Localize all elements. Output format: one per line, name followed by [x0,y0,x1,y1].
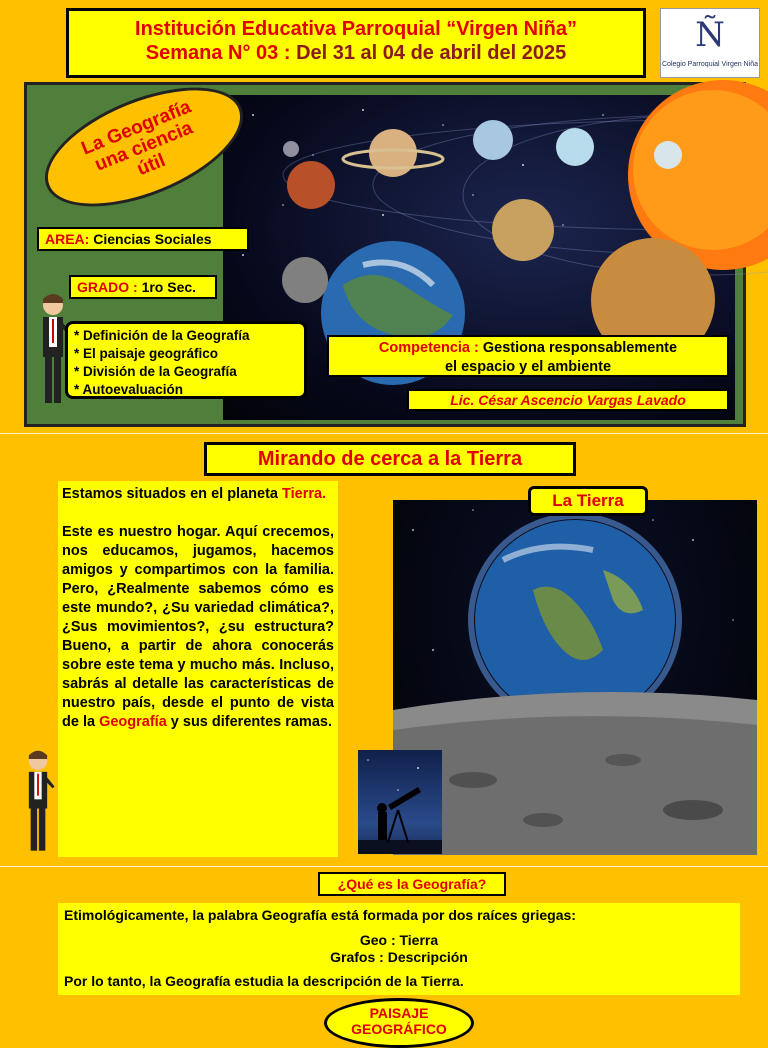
section-divider-2 [0,866,768,867]
grado-value: 1ro Sec. [141,279,197,295]
topic-item: * Definición de la Geografía [74,328,250,343]
school-name: Institución Educativa Parroquial “Virgen Niña” [135,18,577,40]
area-key: AREA: [45,231,90,247]
para2-highlight: Geografía [99,714,167,730]
geo-root: Geo : Tierra [359,932,439,948]
telescope-illustration [358,750,442,854]
section-divider [0,433,768,434]
section-title-earth: Mirando de cerca a la Tierra [204,442,576,476]
teacher-figure-2 [18,748,58,868]
earth-image-label: La Tierra [528,486,648,516]
school-logo [660,8,760,78]
definition-panel [58,903,740,995]
teacher-icon [18,748,58,858]
telescope-image [358,750,442,854]
para2-text-end: y sus diferentes ramas. [166,714,332,730]
earth-intro-text [58,481,338,857]
grado-key: GRADO : [77,279,138,295]
grado-label [69,275,217,299]
para1-text: Estamos situados en el planeta [62,486,282,502]
intro-paragraph-1 [62,485,334,504]
area-value: Ciencias Sociales [93,231,212,247]
grafos-root: Grafos : Descripción [330,949,468,965]
area-label [37,227,249,251]
hero-banner [24,82,746,427]
topic-item: * Autoevaluación [74,382,184,397]
week-line [69,41,643,65]
para2-text: Este es nuestro hogar. Aquí crecemos, nos educamos, jugamos, hacemos amigos y compartimos con la familia. Pero, ¿Realmente sabemos cómo es este mundo?, ¿Su variedad climática?, ¿Sus movimientos?, ¿su estructura? Bueno, a partir de ahora conocerás sobre este tema y mucho más. Incluso, sabrás al detalle las características de nuestro país, desde el punto de vista de la [62,524,334,730]
intro-paragraph-2 [62,523,334,732]
topics-list [65,321,307,399]
conclusion-line: Por lo tanto, la Geografía estudia la descripción de la Tierra. [64,973,464,989]
topic-item: * El paisaje geográfico [74,346,219,361]
author-name: Lic. César Ascencio Vargas Lavado [407,389,729,411]
question-title: ¿Qué es la Geografía? [318,872,506,896]
logo-text: Colegio Parroquial Virgen Niña [662,61,758,68]
competencia-value-1: Gestiona responsablemente [482,340,678,356]
para1-highlight: Tierra. [282,486,327,502]
earth-from-moon-image [393,500,757,854]
week-dates: Del 31 al 04 de abril del 2025 [296,42,567,64]
lesson-title: La Geografía una ciencia útil [78,96,196,181]
paisaje-title-oval: PAISAJE GEOGRÁFICO [324,998,474,1048]
competencia-key: Competencia : [378,340,479,356]
topic-item: * División de la Geografía [74,364,237,379]
competencia-line1 [329,339,727,358]
etymology-line: Etimológicamente, la palabra Geografía está formada por dos raíces griegas: [64,907,576,923]
header-title-box [66,8,646,78]
competencia-value-2: el espacio y el ambiente [444,359,612,375]
week-number: Semana N° 03 : [145,42,291,64]
earth-illustration [393,500,757,854]
logo-mark: Ñ [695,15,725,55]
competencia-box [327,335,729,377]
